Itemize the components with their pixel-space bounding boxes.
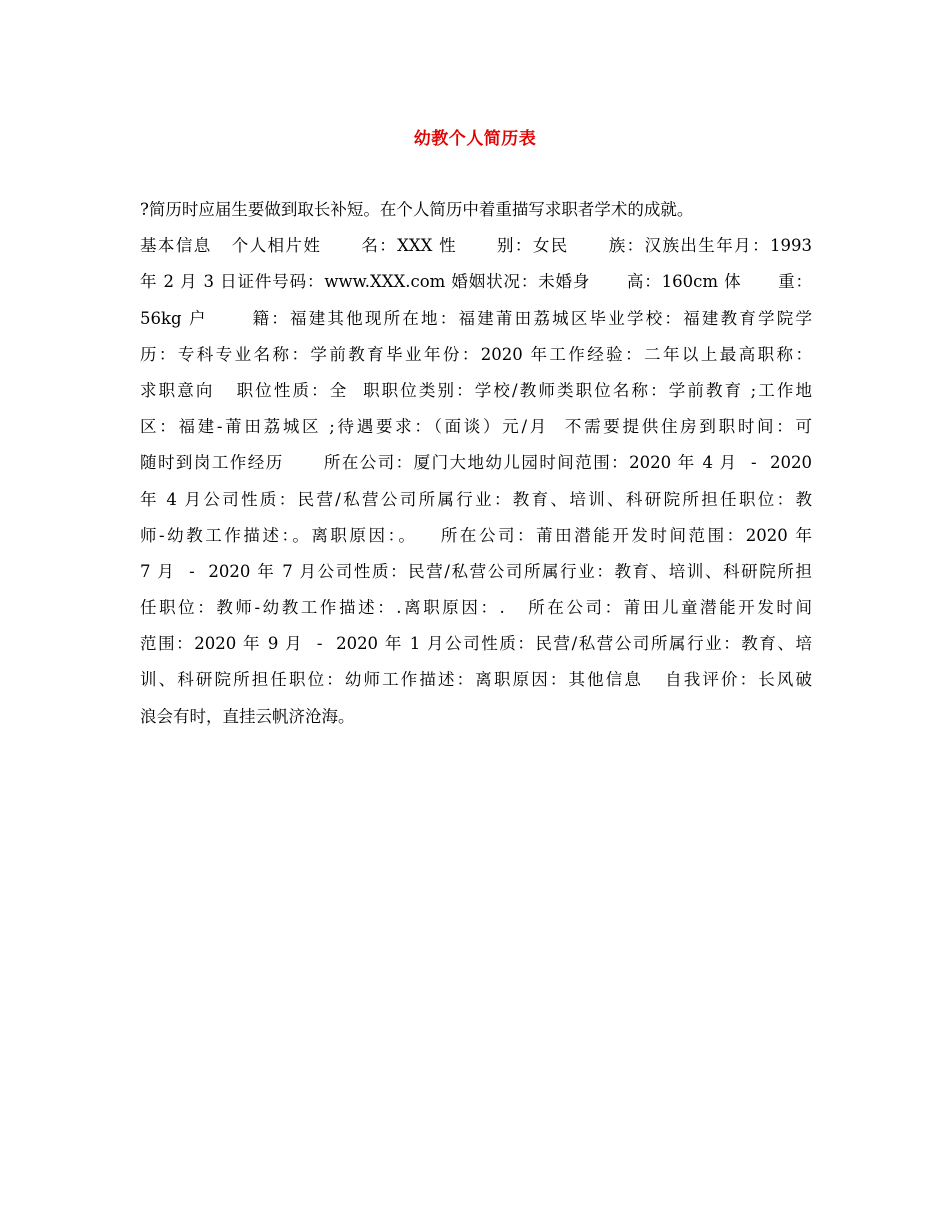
body-line: 基本信息 个人相片姓 名：XXX 性 别：女民 族：汉族出生年月：1993: [140, 236, 812, 256]
body-line: 56kg 户 籍：福建其他现所在地：福建莆田荔城区毕业学校：福建教育学院学: [140, 308, 812, 328]
document-body: [140, 192, 812, 735]
body-line: 历：专科专业名称：学前教育毕业年份：2020 年工作经验：二年以上最高职称：: [140, 344, 812, 364]
body-line: ?简历时应届生要做到取长补短。在个人简历中着重描写求职者学术的成就。: [140, 200, 694, 219]
body-line: 训、科研院所担任职位：幼师工作描述：离职原因：其他信息 自我评价：长风破: [140, 670, 812, 690]
body-line: 范围：2020 年 9 月 - 2020 年 1 月公司性质：民营/私营公司所属行业：教育、培: [140, 634, 812, 654]
body-line: 随时到岗工作经历 所在公司：厦门大地幼儿园时间范围：2020 年 4 月 - 2020: [140, 453, 812, 473]
body-line: 浪会有时，直挂云帆济沧海。: [140, 706, 355, 726]
body-line: 师-幼教工作描述：。离职原因：。 所在公司：莆田潜能开发时间范围：2020 年: [140, 525, 812, 545]
body-line: 任职位：教师-幼教工作描述：.离职原因：. 所在公司：莆田儿童潜能开发时间: [140, 598, 812, 618]
body-line: 年 4 月公司性质：民营/私营公司所属行业：教育、培训、科研院所担任职位：教: [140, 489, 812, 509]
body-line: 区：福建-莆田荔城区 ;待遇要求：（面谈）元/月 不需要提供住房到职时间：可: [140, 417, 812, 437]
document-title: 幼教个人简历表: [413, 129, 537, 149]
body-line: 求职意向 职位性质：全 职职位类别：学校/教师类职位名称：学前教育 ;工作地: [140, 380, 812, 400]
body-line: 年 2 月 3 日证件号码：www.XXX.com 婚姻状况：未婚身 高：160cm 体 重：: [140, 272, 812, 292]
body-line: 7 月 - 2020 年 7 月公司性质：民营/私营公司所属行业：教育、培训、科研院所担: [140, 561, 812, 581]
